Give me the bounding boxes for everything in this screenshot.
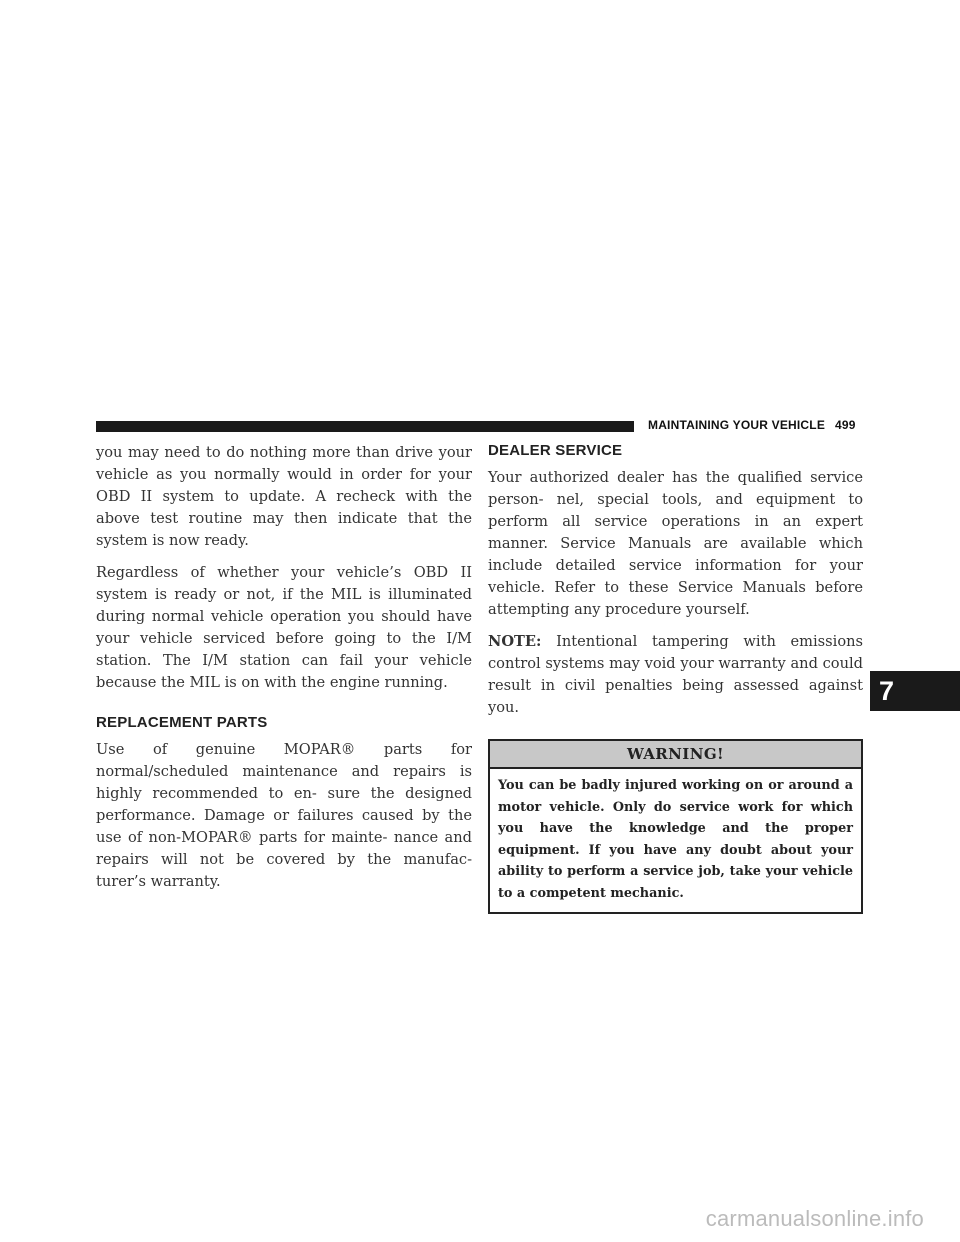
paragraph-mopar-parts: Use of genuine MOPAR® parts for normal/scheduled maintenance and repairs is highly recommended to en- sure the designed performance. Damage or failures caused by the use of non-MOPAR® parts for mainte- nance and repairs will not be covered by the manufac- turer’s warranty. [96, 741, 472, 890]
heading-replacement-parts: REPLACEMENT PARTS [96, 714, 268, 731]
right-column [488, 442, 863, 914]
page-number: 499 [835, 418, 856, 432]
note-label: NOTE: [488, 633, 542, 650]
paragraph-dealer-service: Your authorized dealer has the qualified service person- nel, special tools, and equipment to perform all service operations in an expert manner. Service Manuals are available which include detailed service information for your vehicle. Refer to these Service Manuals before attempting any procedure yourself. [488, 469, 863, 618]
warning-box [488, 739, 863, 914]
paragraph-mil-illuminated: Regardless of whether your vehicle’s OBD II system is ready or not, if the MIL is illuminated during normal vehicle operation you should have your vehicle serviced before going to the I/M station. The I/M station can fail your vehicle because the MIL is on with the engine running. [96, 564, 472, 691]
heading-dealer-service: DEALER SERVICE [488, 442, 623, 459]
warning-body: You can be badly injured working on or around a motor vehicle. Only do service work for which you have the knowledge and the proper equipment. If you have any doubt about your ability to perform a service job, take your vehicle to a competent mechanic. [498, 778, 853, 901]
warning-title: WARNING! [490, 741, 861, 769]
left-column [96, 442, 472, 903]
section-title: MAINTAINING YOUR VEHICLE [648, 418, 826, 432]
paragraph-obd-update: you may need to do nothing more than drive your vehicle as you normally would in order for your OBD II system to update. A recheck with the above test routine may then indicate that the system is now ready. [96, 444, 472, 549]
chapter-tab: 7 [870, 671, 960, 711]
header-rule [96, 421, 634, 432]
note-paragraph [488, 631, 863, 719]
note-text: Intentional tampering with emissions control systems may void your warranty and could result in civil penalties being assessed against you. [488, 633, 863, 716]
watermark: carmanualsonline.info [705, 1206, 924, 1231]
running-header [648, 418, 868, 432]
